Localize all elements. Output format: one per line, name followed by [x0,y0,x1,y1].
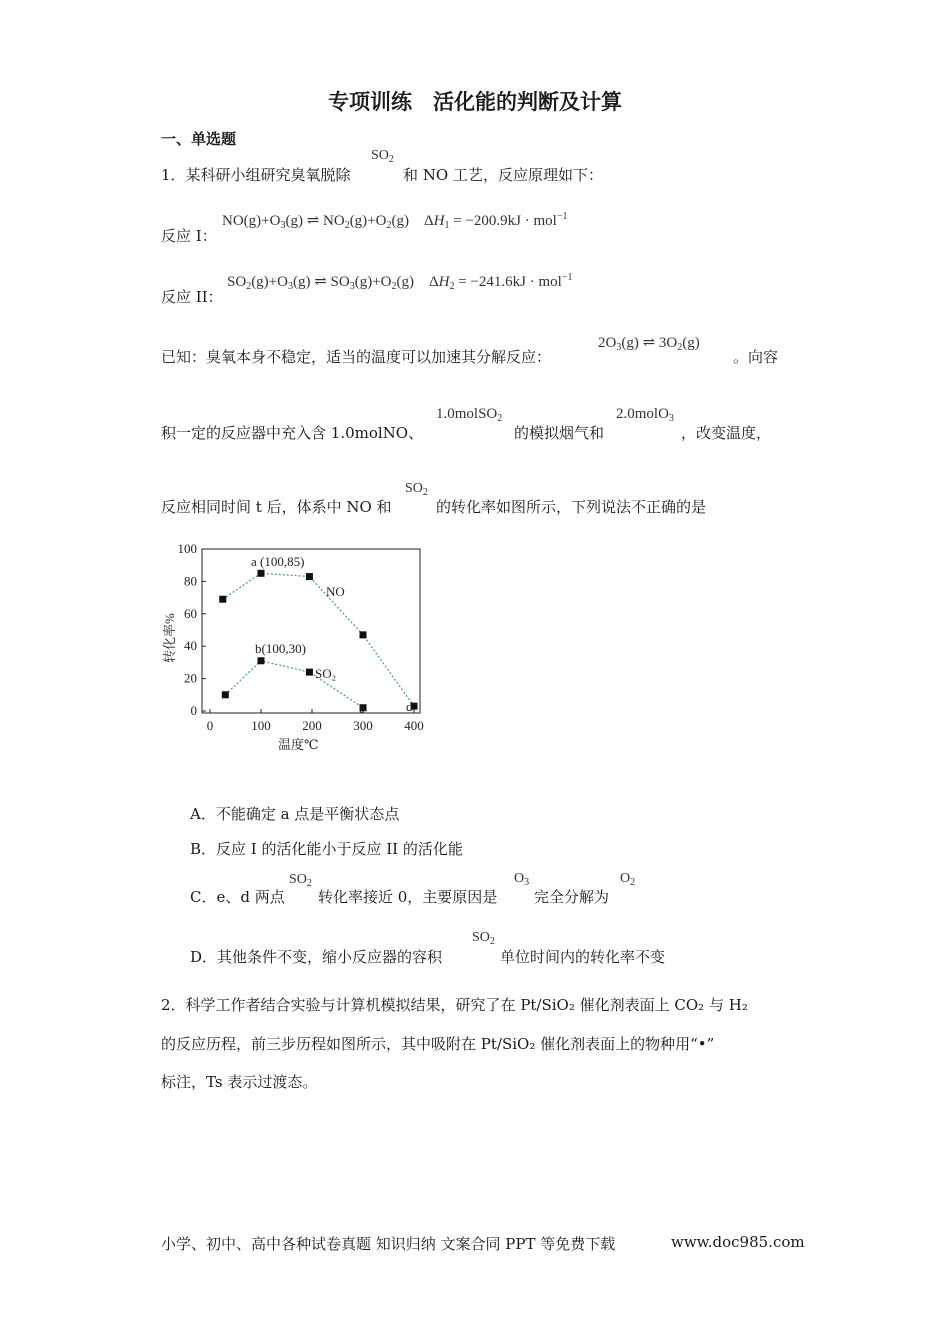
ozone-decomposition-equation: $2O_3(g)$ ⇌ $3O_2(g)$ [598,335,700,353]
series-label-so2: SO₂ [315,666,337,681]
y-axis-label: 转化率% [162,613,177,663]
x-tick-label: 400 [404,718,424,733]
q1-intro: 1．某科研小组研究臭氧脱除 [161,166,351,184]
q1-line5c: 的模拟烟气和 [514,424,605,442]
known-text: 已知：臭氧本身不稳定，适当的温度可以加速其分解反应： [161,348,552,366]
q1-intro-tail: 和 NO 工艺，反应原理如下： [403,166,603,184]
x-tick-label: 200 [302,718,322,733]
no-data-point [360,631,367,638]
conversion-rate-chart [150,535,440,760]
o3-formula: $O_3$ [514,871,530,888]
reaction-2-equation: $SO_2(g)+O_3(g)$ ⇌ $SO_3(g)+O_2(g)$ $\Delta H_2 = -241.6kJ \cdot mol^{-1}$ [227,272,573,292]
q2-line1: 2．科学工作者结合实验与计算机模拟结果，研究了在 Pt/SiO₂ 催化剂表面上 CO₂ 与 H₂ [161,996,748,1014]
q1-line6b: 的转化率如图所示，下列说法不正确的是 [436,498,707,516]
so2-formula-2: $SO_2$ [405,481,428,498]
so2-formula-4: $SO_2$ [472,930,495,947]
reaction-2-label: 反应 II： [161,288,223,306]
q1-line5e: ，改变温度， [681,424,772,442]
reaction-1-equation: $NO(g)+O_3(g)$ ⇌ $NO_2(g)+O_2(g)$ $\Delta H_1 = -200.9kJ \cdot mol^{-1}$ [222,211,568,231]
q1-line5a: 积一定的反应器中充入含 1.0molNO、 [161,424,424,442]
y-tick-label: 0 [190,703,197,718]
no-series-line [223,573,414,706]
no-data-point [258,570,265,577]
known-tail: 。向容 [733,348,779,366]
option-a[interactable]: A．不能确定 a 点是平衡状态点 [190,805,400,823]
q2-line3: 标注，Ts 表示过渡态。 [161,1073,318,1091]
annotation-d: d [406,699,413,714]
x-tick-label: 100 [251,718,271,733]
so2-data-point [258,657,265,664]
y-tick-label: 80 [184,573,197,589]
annotation-b: b(100,30) [255,641,306,656]
o2-formula: $O_2$ [620,871,636,888]
footer-link[interactable]: www.doc985.com [671,1233,805,1251]
so2-data-point [222,691,229,698]
x-tick-label: 0 [206,718,214,733]
footer-ad: 小学、初中、高中各种试卷真题 知识归纳 文案合同 PPT 等免费下载 [161,1235,616,1253]
x-axis-label: 温度℃ [278,737,319,752]
so2-data-point [306,669,313,676]
annotation-a: a (100,85) [251,554,305,569]
q1-line6a: 反应相同时间 t 后，体系中 NO 和 [161,498,392,516]
o3-amount: 2.0molO$_3$ [616,406,674,424]
y-tick-label: 100 [177,541,197,556]
reaction-1-label: 反应 I： [161,227,217,245]
y-tick-label: 60 [184,605,197,621]
option-b[interactable]: B．反应 I 的活化能小于反应 II 的活化能 [190,840,463,858]
so2-amount: 1.0molSO$_2$ [436,406,503,424]
y-tick-label: 20 [184,670,197,686]
section-heading: 一、单选题 [161,130,237,148]
no-data-point [219,596,226,603]
series-label-no: NO [326,584,345,599]
page-title: 专项训练 活化能的判断及计算 [328,89,622,114]
no-data-point [306,573,313,580]
q2-line2: 的反应历程，前三步历程如图所示，其中吸附在 Pt/SiO₂ 催化剂表面上的物种用“•” [161,1035,715,1053]
so2-formula: $SO_2$ [371,148,394,165]
annotation-e: e [359,701,365,716]
x-tick-label: 300 [353,718,373,733]
so2-series-line [225,661,363,708]
so2-formula-3: $SO_2$ [289,872,312,889]
y-tick-label: 40 [184,638,197,654]
